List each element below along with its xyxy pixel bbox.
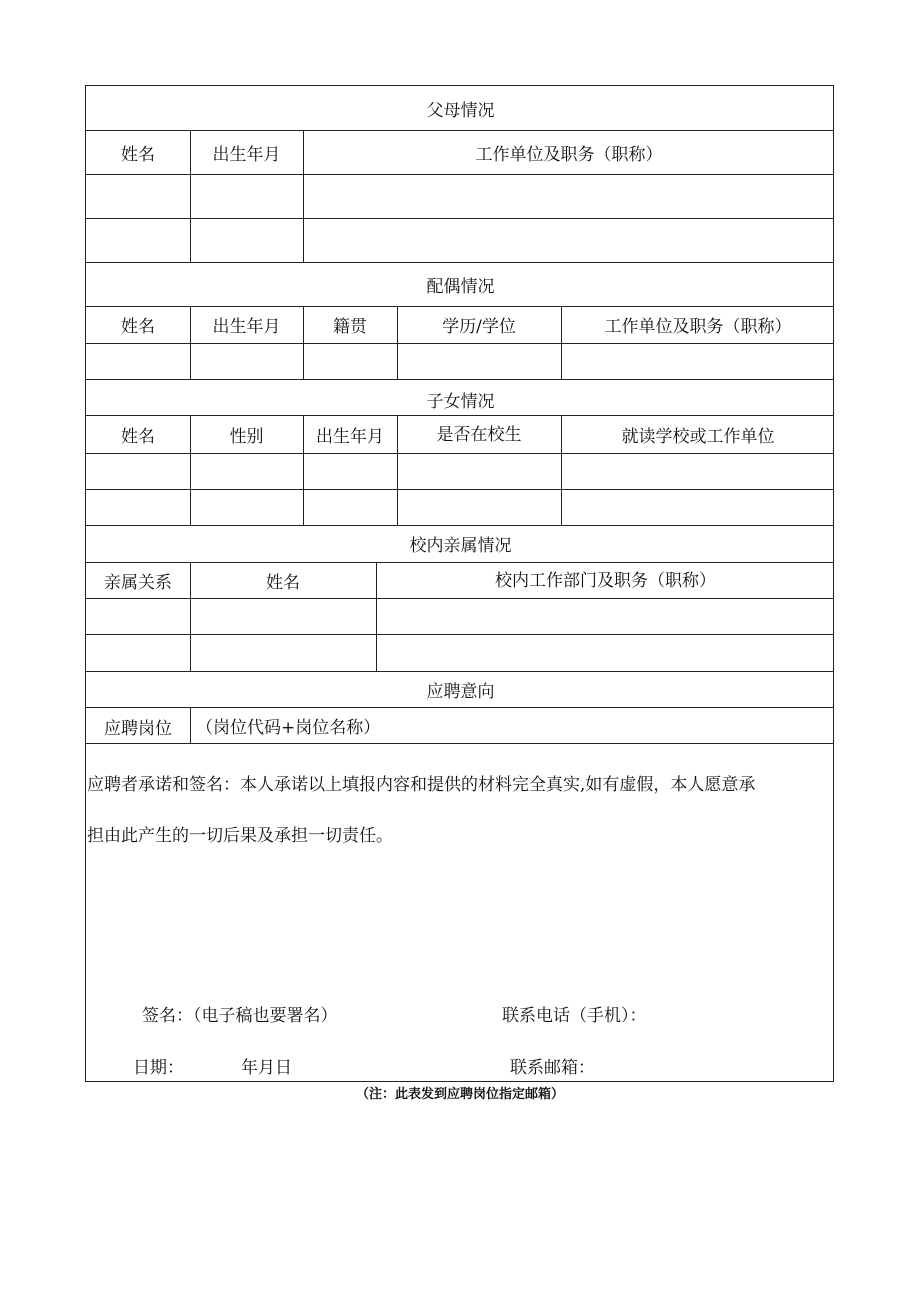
spouse-header-education: 学历/学位 [442,317,516,337]
row-divider [86,489,833,490]
footnote: （注：此表发到应聘岗位指定邮箱） [355,1087,564,1102]
parents-header-name: 姓名 [121,144,155,165]
relatives-header-relation: 亲属关系 [104,572,172,593]
children-header-name: 姓名 [121,426,155,447]
spouse-header-native: 籍贯 [333,317,367,337]
children-title: 子女情况 [426,391,495,412]
children-header-school: 就读学校或工作单位 [621,426,775,447]
row-divider [86,598,833,599]
intent-title: 应聘意向 [426,681,495,702]
pledge-line-2: 担由此产生的一切后果及承担一切责任。 [87,826,393,846]
col-divider [190,707,191,743]
application-form-table [85,85,834,1082]
date-label: 日期： [133,1058,184,1078]
email-label[interactable]: 联系邮箱： [510,1058,595,1078]
signature-label[interactable]: 签名：（电子稿也要署名） [142,1006,338,1026]
row-divider [86,343,833,344]
row-divider [86,218,833,219]
relatives-header-dept: 校内工作部门及职务（职称） [495,571,716,591]
row-divider [86,174,833,175]
row-divider [86,634,833,635]
spouse-header-name: 姓名 [121,317,155,337]
children-header-student: 是否在校生 [436,424,522,445]
children-header-gender: 性别 [229,426,264,447]
pledge-line-1: 应聘者承诺和签名：本人承诺以上填报内容和提供的材料完全真实,如有虚假，本人愿意承 [87,775,756,795]
parents-header-birth: 出生年月 [212,144,281,165]
phone-label[interactable]: 联系电话（手机）： [502,1006,647,1026]
parents-title: 父母情况 [426,100,495,121]
spouse-header-work: 工作单位及职务（职称） [604,317,792,337]
date-value[interactable]: 年月日 [241,1058,292,1078]
row-divider [86,453,833,454]
spouse-header-birth: 出生年月 [212,317,281,337]
relatives-header-name: 姓名 [266,572,300,593]
spouse-title: 配偶情况 [426,276,495,297]
position-hint[interactable]: （岗位代码+岗位名称） [196,717,381,738]
relatives-title: 校内亲属情况 [409,536,512,556]
position-label: 应聘岗位 [104,718,172,739]
parents-header-work: 工作单位及职务（职称） [475,144,663,165]
children-header-birth: 出生年月 [316,426,384,447]
row-divider [86,743,833,744]
